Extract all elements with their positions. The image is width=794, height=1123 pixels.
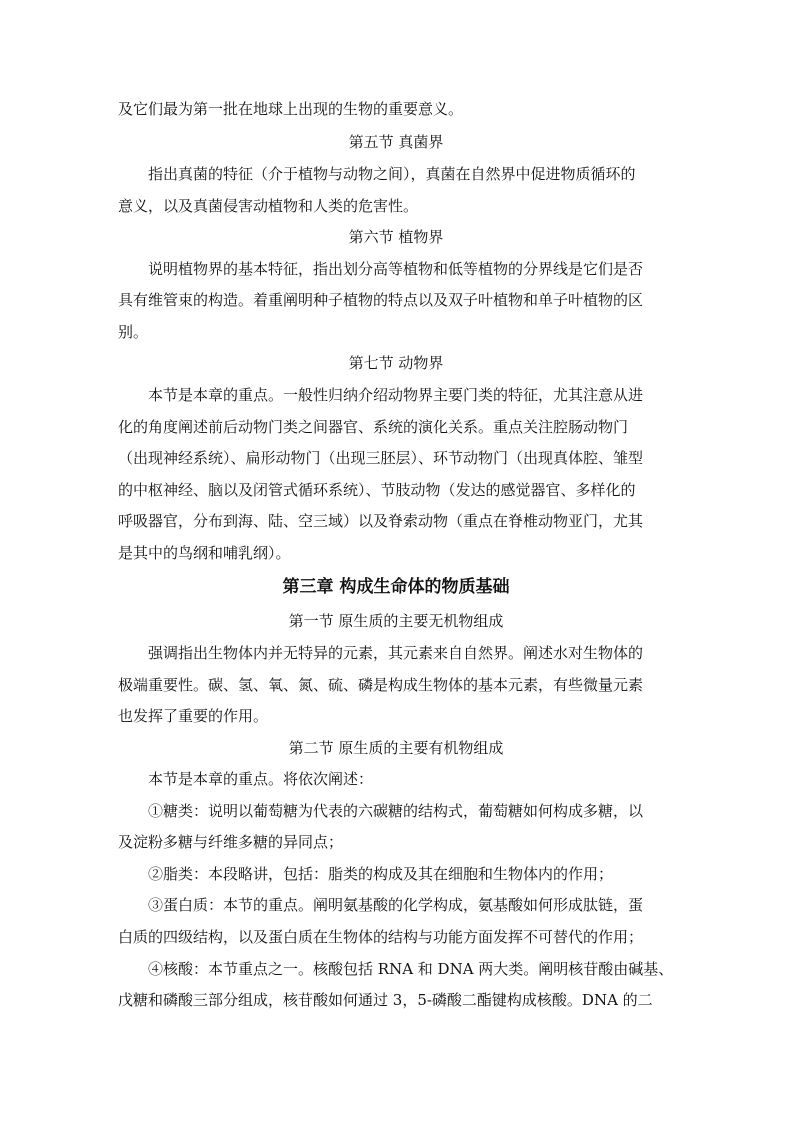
- paragraph-first-line: 指出真菌的特征（介于植物与动物之间），真菌在自然界中促进物质循环的: [148, 165, 636, 183]
- paragraph-first-line: 本节是本章的重点。一般性归纳介绍动物界主要门类的特征，尤其注意从进: [148, 386, 644, 404]
- list-item-sugars: ①糖类：说明以葡萄糖为代表的六碳糖的结构式，葡萄糖如何构成多糖，以: [148, 802, 644, 820]
- paragraph-first-line: 说明植物界的基本特征，指出划分高等植物和低等植物的分界线是它们是否: [148, 260, 644, 278]
- body-text-line: 的中枢神经、脑以及闭管式循环系统）、节肢动物（发达的感觉器官、多样化的: [118, 481, 636, 499]
- list-item-nucleic-acids: ④核酸：本节重点之一。核酸包括 RNA 和 DNA 两大类。阐明核苷酸由碱基、: [148, 960, 674, 978]
- body-text-line: 呼吸器官，分布到海、陆、空三域）以及脊索动物（重点在脊椎动物亚门，尤其: [118, 512, 644, 530]
- section-heading: 第二节 原生质的主要有机物组成: [288, 739, 504, 757]
- body-text-line: 具有维管束的构造。着重阐明种子植物的特点以及双子叶植物和单子叶植物的区: [118, 291, 644, 309]
- body-text-line: 是其中的鸟纲和哺乳纲）。: [118, 544, 291, 562]
- body-text-line: 极端重要性。碳、氢、氧、氮、硫、磷是构成生物体的基本元素，有些微量元素: [118, 676, 644, 694]
- chapter-heading: 第三章 构成生命体的物质基础: [282, 577, 510, 597]
- paragraph-first-line: 强调指出生物体内并无特异的元素，其元素来自自然界。阐述水对生物体的: [148, 644, 644, 662]
- body-text-line: 意义，以及真菌侵害动植物和人类的危害性。: [118, 197, 419, 215]
- body-text-line: 及淀粉多糖与纤维多糖的异同点；: [118, 833, 344, 851]
- body-text-line: 也发挥了重要的作用。: [118, 707, 269, 725]
- body-text-line: 化的角度阐述前后动物门类之间器官、系统的演化关系。重点关注腔肠动物门: [118, 418, 629, 436]
- body-text-line: 白质的四级结构，以及蛋白质在生物体的结构与功能方面发挥不可替代的作用；: [118, 928, 644, 946]
- body-text-line: 及它们最为第一批在地球上出现的生物的重要意义。: [118, 100, 464, 118]
- list-item-lipids: ②脂类：本段略讲，包括：脂类的构成及其在细胞和生物体内的作用；: [148, 865, 614, 883]
- body-text-line: （出现神经系统）、扁形动物门（出现三胚层）、环节动物门（出现真体腔、雏型: [118, 449, 644, 467]
- body-text-line: 别。: [118, 323, 149, 341]
- section-heading: 第六节 植物界: [348, 228, 444, 246]
- body-text-line: 戊糖和磷酸三部分组成，核苷酸如何通过 3，5-磷酸二酯键构成核酸。DNA 的二: [118, 991, 653, 1009]
- list-item-proteins: ③蛋白质：本节的重点。阐明氨基酸的化学构成，氨基酸如何形成肽链，蛋: [148, 896, 644, 914]
- section-heading: 第一节 原生质的主要无机物组成: [288, 612, 504, 630]
- paragraph-first-line: 本节是本章的重点。将依次阐述：: [148, 770, 374, 788]
- section-heading: 第七节 动物界: [348, 354, 444, 372]
- section-heading: 第五节 真菌界: [348, 133, 444, 151]
